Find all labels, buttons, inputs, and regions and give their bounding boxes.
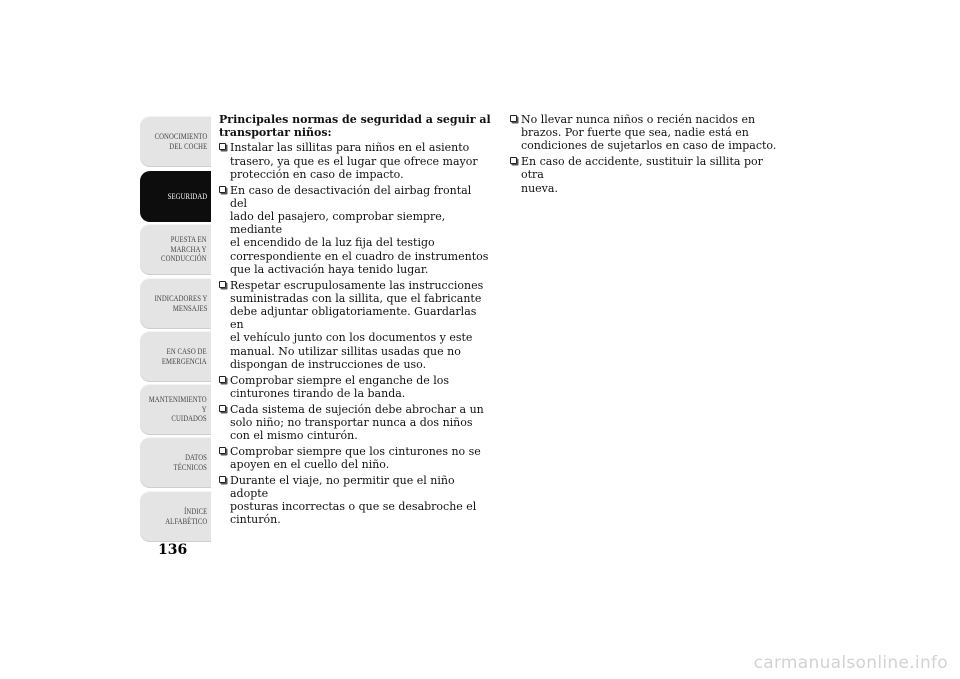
tab-label: MANTENIMIENTO Y CUIDADOS: [148, 395, 207, 424]
left-column: [219, 113, 491, 529]
list-item-text: Respetar escrupulosamente las instrucciones suministradas con la sillita, que el fabricante debe adjuntar obligatoriamente. Guardarlas en el vehículo junto con los documentos y este manual. No utilizar sillitas usadas que no dispongan de instrucciones de uso.: [230, 278, 484, 371]
checkbox-bullet-icon: [219, 143, 226, 150]
tab-indicadores-y-mensajes[interactable]: [140, 278, 211, 329]
tab-indice-alfabetico[interactable]: [140, 491, 211, 542]
tab-label: CONOCIMIENTO DEL COCHE: [154, 132, 207, 151]
list-item: [219, 184, 491, 276]
list-item: [219, 445, 491, 471]
tab-label: SEGURIDAD: [167, 191, 207, 201]
list-item: [219, 374, 491, 400]
list-item: [219, 141, 491, 181]
watermark: carmanualsonline.info: [753, 653, 948, 673]
checkbox-bullet-icon: [219, 376, 226, 383]
list-item-text: Instalar las sillitas para niños en el asiento trasero, ya que es el lugar que ofrece mayor protección en caso de impacto.: [230, 141, 478, 181]
tab-seguridad[interactable]: [140, 171, 211, 222]
tab-label: INDICADORES Y MENSAJES: [154, 294, 207, 313]
list-item-text: No llevar nunca niños o recién nacidos en brazos. Por fuerte que sea, nadie está en condiciones de sujetarlos en caso de impacto.: [521, 113, 777, 153]
tab-label: PUESTA EN MARCHA Y CONDUCCIÓN: [161, 235, 207, 264]
checkbox-bullet-icon: [219, 281, 226, 288]
checkbox-bullet-icon: [219, 476, 226, 483]
list-item-text: Cada sistema de sujeción debe abrochar a un solo niño; no transportar nunca a dos niños con el mismo cinturón.: [230, 402, 484, 443]
list-item: [219, 279, 491, 371]
list-item-text: En caso de desactivación del airbag frontal del lado del pasajero, comprobar siempre, mediante el encendido de la luz fija del testigo correspondiente en el cuadro de instrumentos que la activación haya tenido lugar.: [230, 183, 489, 276]
tab-mantenimiento-y-cuidados[interactable]: [140, 384, 211, 435]
checkbox-bullet-icon: [219, 447, 226, 454]
checkbox-bullet-icon: [510, 115, 517, 122]
list-item: [219, 474, 491, 527]
list-item-text: Durante el viaje, no permitir que el niño adopte posturas incorrectas o que se desabroche el cinturón.: [230, 473, 477, 527]
list-item-text: Comprobar siempre el enganche de los cinturones tirando de la banda.: [230, 373, 450, 400]
list-item: [219, 403, 491, 443]
page-number: 136: [158, 542, 188, 558]
list-item: [510, 155, 782, 195]
section-heading: Principales normas de seguridad a seguir al transportar niños:: [219, 113, 491, 140]
list-item-text: Comprobar siempre que los cinturones no se apoyen en el cuello del niño.: [230, 444, 481, 472]
tab-label: DATOS TÉCNICOS: [173, 453, 207, 472]
checkbox-bullet-icon: [510, 157, 517, 164]
list-item: [510, 113, 782, 153]
list-item-text: En caso de accidente, sustituir la sillita por otra nueva.: [521, 155, 763, 195]
tab-puesta-en-marcha[interactable]: [140, 224, 211, 275]
checkbox-bullet-icon: [219, 186, 226, 193]
tab-datos-tecnicos[interactable]: [140, 437, 211, 488]
tab-label: ÍNDICE ALFABÉTICO: [164, 507, 207, 526]
checkbox-bullet-icon: [219, 405, 226, 412]
tab-en-caso-de-emergencia[interactable]: [140, 331, 211, 382]
tab-conocimiento-del-coche[interactable]: [140, 116, 211, 167]
right-column: [510, 113, 782, 197]
tab-label: EN CASO DE EMERGENCIA: [162, 347, 207, 366]
